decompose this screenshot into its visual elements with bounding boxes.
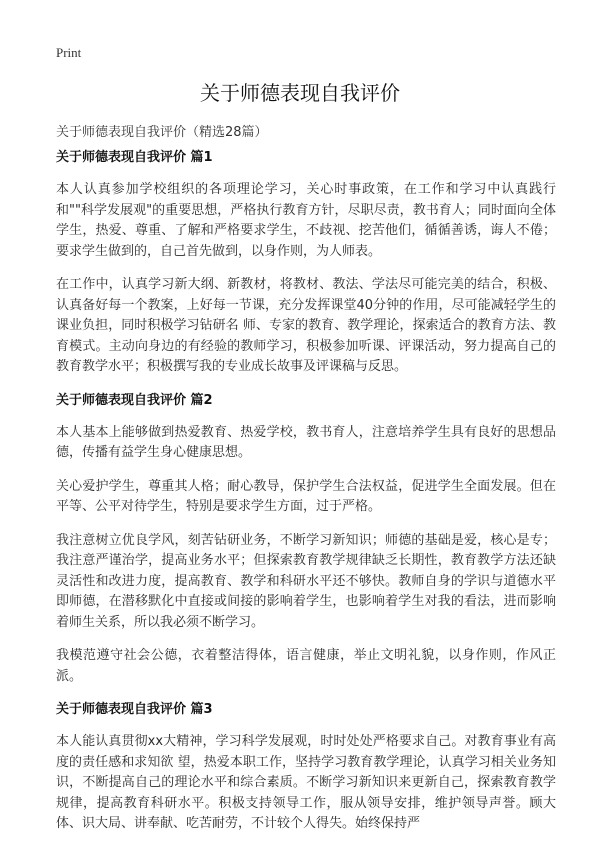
- page-title: 关于师德表现自我评价: [200, 81, 400, 105]
- section-heading: 关于师德表现自我评价 篇2: [56, 392, 213, 408]
- section-3: [56, 700, 556, 835]
- article-body: [56, 148, 556, 848]
- paragraph: 本人基本上能够做到热爱教育、热爱学校，教书育人，注意培养学生具有良好的思想品德，传播有益学生身心健康思想。: [56, 424, 556, 460]
- paragraph: 本人能认真贯彻xx大精神，学习科学发展观，时时处处严格要求自己。对教育事业有高度的责任感和求知欲 望，热爱本职工作，坚持学习教育教学理论，认真学习相关业务知识，不断提高自己的理论水平和综合素质。不断学习新知识来更新自己，探索教育教学规律，提高教育科研水平。积极支持领导工作，服从领导安排，维护领导声誉。顾大体、识大局、讲奉献、吃苦耐劳，不计较个人得失。始终保持严: [56, 734, 556, 831]
- paragraph: 关心爱护学生，尊重其人格；耐心教导，保护学生合法权益，促进学生全面发展。但在平等、公平对待学生，特别是要求学生方面，过于严格。: [56, 478, 556, 514]
- section-heading: 关于师德表现自我评价 篇3: [56, 702, 213, 717]
- section-1: [56, 148, 556, 378]
- page-subtitle: 关于师德表现自我评价（精选28篇）: [56, 125, 268, 140]
- print-link[interactable]: Print: [56, 45, 82, 60]
- paragraph: 我模范遵守社会公德，衣着整洁得体，语言健康，举止文明礼貌，以身作则，作风正派。: [56, 648, 556, 684]
- paragraph: 本人认真参加学校组织的各项理论学习，关心时事政策，在工作和学习中认真践行和""科学发展观"的重要思想，严格执行教育方针，尽职尽责，教书育人；同时面向全体学生，热爱、尊重、了解和严格要求学生，不歧视、挖苦他们，循循善诱，诲人不倦；要求学生做到的，自己首先做到，以身作则，为人师表。: [56, 182, 556, 259]
- paragraph: 我注意树立优良学风，刻苦钻研业务，不断学习新知识；师德的基础是爱，核心是专；我注意严谨治学，提高业务水平；但探索教育教学规律缺乏长期性，教育教学方法还缺灵活性和改进力度，提高教育、教学和科研水平还不够快。教师自身的学识与道德水平即师德，在潜移默化中直接或间接的影响着学生，也影响着学生对我的看法，进而影响着师生关系，所以我必须不断学习。: [56, 532, 556, 630]
- paragraph: 在工作中，认真学习新大纲、新教材，将教材、教法、学法尽可能完美的结合，积极、认真备好每一个教案，上好每一节课，充分发挥课堂40分钟的作用，尽可能减轻学生的课业负担，同时积极学习钻研名 师、专家的教育、教学理论，探索适合的教育方法、教育模式。主动向身边的有经验的教师学习，积极参加听课、评课活动，努力提高自己的教育教学水平；积极撰写我的专业成长故事及评课稿与反思。: [56, 277, 556, 374]
- section-heading: 关于师德表现自我评价 篇1: [56, 150, 213, 165]
- section-2: [56, 391, 556, 688]
